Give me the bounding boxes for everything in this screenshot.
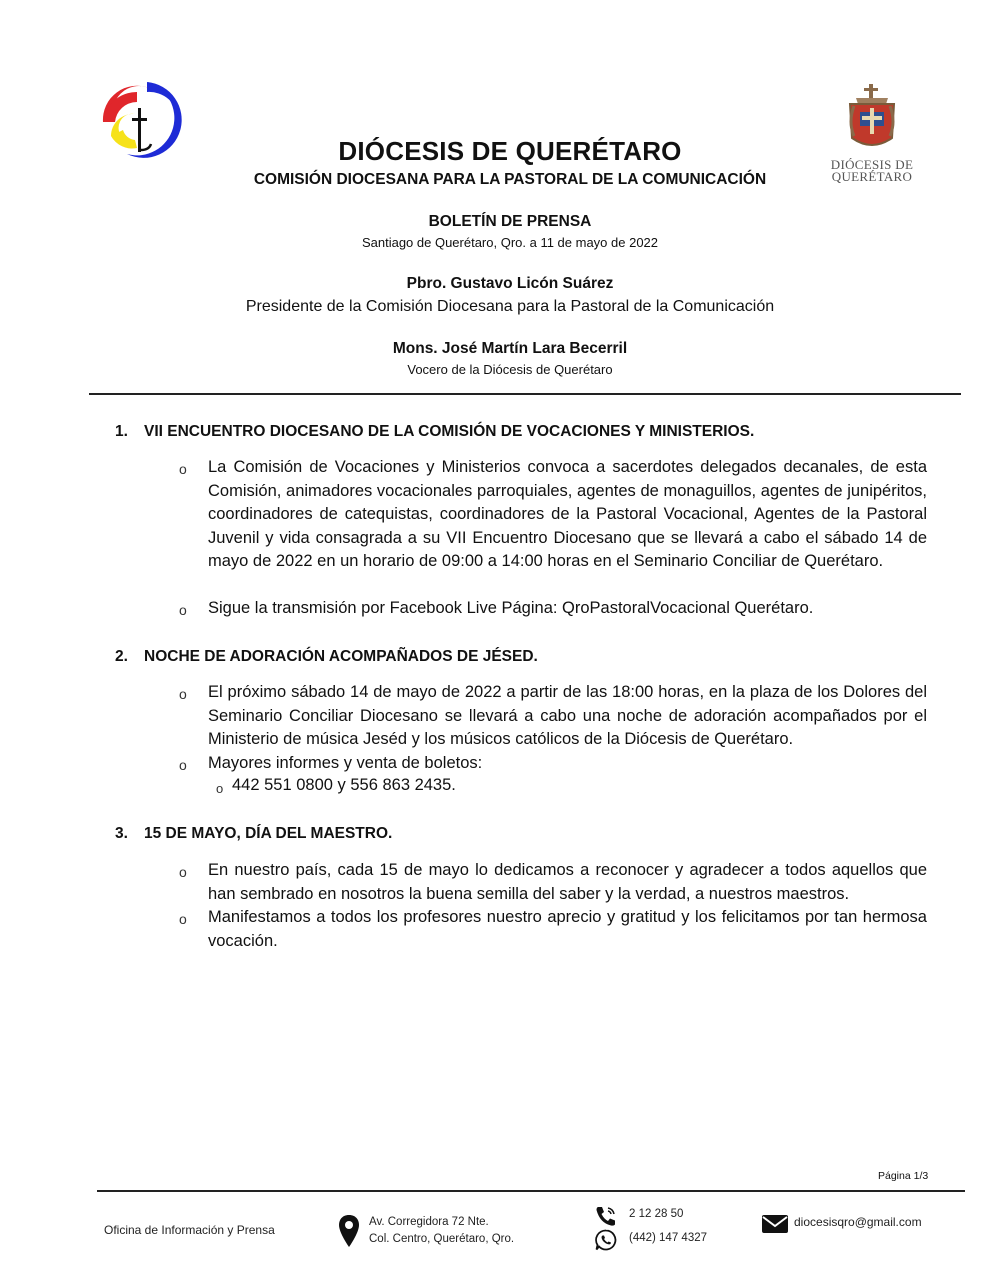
section-2-phone-numbers: 442 551 0800 y 556 863 2435. [232, 776, 456, 794]
bullet-marker: o [179, 911, 187, 927]
footer-divider [97, 1190, 965, 1192]
address-line-2: Col. Centro, Querétaro, Qro. [369, 1233, 515, 1245]
header-divider [89, 393, 961, 395]
section-3-bullet-1: En nuestro país, cada 15 de mayo lo dedicamos a reconocer y agradecer a todos aquellos que han sembrado en nosotros la buena semilla del saber y la verdad, a nuestros maestros. [208, 861, 927, 903]
section-1-title: VII ENCUENTRO DIOCESANO DE LA COMISIÓN DE VOCACIONES Y MINISTERIOS. [144, 423, 755, 440]
whatsapp-icon [594, 1229, 618, 1251]
president-name: Pbro. Gustavo Licón Suárez [406, 275, 614, 292]
section-2-bullet-2: Mayores informes y venta de boletos: [208, 754, 483, 772]
bullet-marker: o [179, 602, 187, 618]
bullet-marker: o [179, 686, 187, 702]
page-number: Página 1/3 [878, 1170, 929, 1182]
email-address: diocesisqro@gmail.com [794, 1215, 922, 1229]
dateline: Santiago de Querétaro, Qro. a 11 de mayo de 2022 [361, 235, 659, 250]
page-title: DIÓCESIS DE QUERÉTARO [338, 136, 682, 166]
president-role: Presidente de la Comisión Diocesana para la Pastoral de la Comunicación [245, 298, 775, 315]
phone-number: 2 12 28 50 [629, 1208, 684, 1220]
bulletin-heading: BOLETÍN DE PRENSA [428, 213, 592, 230]
commission-subtitle: COMISIÓN DIOCESANA PARA LA PASTORAL DE LA COMUNICACIÓN [253, 171, 767, 188]
bullet-marker: o [179, 461, 187, 477]
diocese-crest [826, 82, 918, 182]
envelope-icon [761, 1213, 789, 1235]
section-3-bullet-2: Manifestamos a todos los profesores nuestro aprecio y gratitud y los felicitamos por tan hermosa vocación. [208, 908, 927, 950]
section-3-number: 3. [115, 825, 128, 842]
section-2-number: 2. [115, 648, 128, 665]
section-1-number: 1. [115, 423, 128, 440]
spokesperson-role: Vocero de la Diócesis de Querétaro [407, 362, 613, 377]
spokesperson-name: Mons. José Martín Lara Becerril [392, 340, 628, 357]
crest-caption-line2: QUERÉTARO [831, 169, 913, 184]
section-1-bullet-1: La Comisión de Vocaciones y Ministerios convoca a sacerdotes delegados decanales, de esta Comisión, animadores vocacionales parroquiales, agentes de monaguillos, agentes de junipéritos, coordinadores de catequistas, coordinadores de la Pastoral Vocacional, Agentes de la Pastoral Juvenil y vida consagrada a su VII Encuentro Diocesano que se llevará a cabo el sábado 14 de mayo de 2022 en un horario de 09:00 a 14:00 horas en el Seminario Conciliar de Querétaro. [208, 458, 927, 570]
section-2-bullet-1: El próximo sábado 14 de mayo de 2022 a partir de las 18:00 horas, en la plaza de los Dolores del Seminario Conciliar Diocesano se llevará a cabo una noche de adoración acompañados por el Ministerio de música Jeséd y los músicos católicos de la Diócesis de Querétaro. [208, 683, 927, 748]
phone-icon [594, 1205, 618, 1227]
address-line-1: Av. Corregidora 72 Nte. [369, 1216, 489, 1228]
section-1-bullet-2: Sigue la transmisión por Facebook Live Página: QroPastoralVocacional Querétaro. [208, 599, 814, 617]
office-name: Oficina de Información y Prensa [104, 1223, 275, 1237]
section-3-title: 15 DE MAYO, DÍA DEL MAESTRO. [144, 825, 393, 842]
bullet-marker: o [179, 864, 187, 880]
location-pin-icon [338, 1214, 360, 1248]
whatsapp-number: (442) 147 4327 [629, 1232, 708, 1244]
crest-caption-line1: DIÓCESIS DE [830, 157, 914, 172]
section-2-title: NOCHE DE ADORACIÓN ACOMPAÑADOS DE JÉSED. [144, 648, 538, 665]
sub-bullet-marker: o [216, 781, 224, 796]
bullet-marker: o [179, 757, 187, 773]
